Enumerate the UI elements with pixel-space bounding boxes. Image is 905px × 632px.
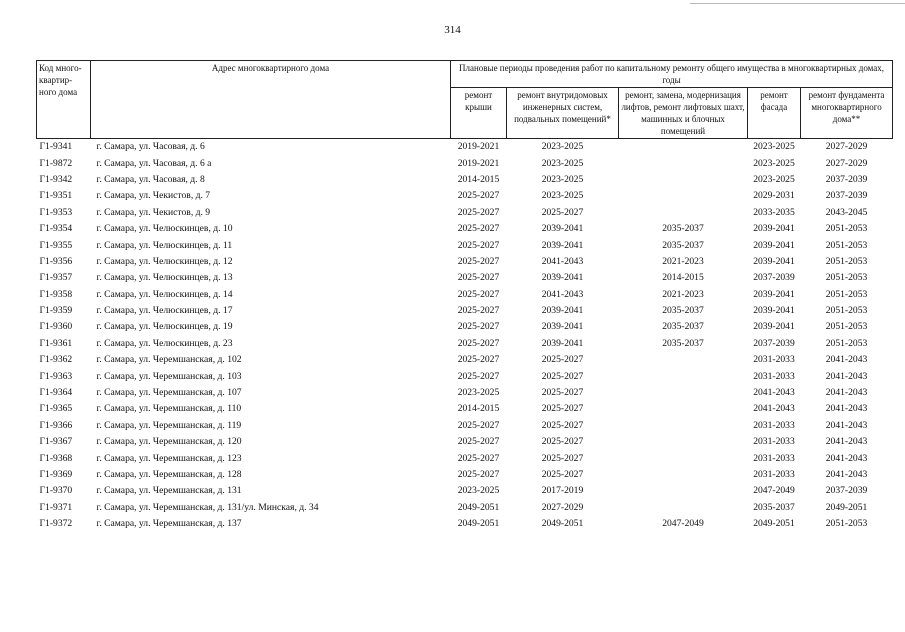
row-code: Г1-9357 — [39, 272, 73, 284]
row-address: г. Самара, ул. Часовая, д. 6 — [96, 141, 205, 153]
row-facade: 2023-2025 — [753, 141, 795, 153]
row-address: г. Самара, ул. Черемшанская, д. 128 — [96, 469, 242, 480]
row-roof: 2025-2027 — [457, 239, 500, 251]
table-row — [37, 303, 893, 319]
row-facade: 2037-2039 — [753, 272, 795, 284]
row-systems: 2041-2043 — [541, 288, 584, 300]
row-systems: 2023-2025 — [541, 157, 584, 169]
row-facade: 2035-2037 — [753, 501, 795, 513]
row-elevators: 2035-2037 — [662, 223, 704, 235]
row-address: г. Самара, ул. Черемшанская, д. 120 — [96, 436, 242, 448]
row-address: г. Самара, ул. Часовая, д. 6 а — [96, 157, 212, 169]
table-row — [37, 336, 893, 352]
row-facade: 2039-2041 — [753, 288, 795, 300]
row-systems: 2025-2027 — [541, 419, 584, 431]
row-systems: 2025-2027 — [541, 387, 584, 399]
row-elevators — [619, 467, 748, 483]
row-foundation: 2041-2043 — [825, 354, 868, 366]
row-code: Г1-9341 — [39, 141, 73, 153]
row-systems: 2023-2025 — [541, 190, 584, 202]
row-elevators — [619, 385, 748, 401]
row-elevators: 2035-2037 — [662, 305, 704, 317]
row-elevators — [619, 450, 748, 466]
table-row — [37, 418, 893, 434]
table-row — [37, 483, 893, 499]
row-elevators — [619, 172, 748, 188]
row-address: г. Самара, ул. Чекистов, д. 9 — [96, 206, 211, 218]
row-facade: 2047-2049 — [753, 485, 795, 497]
row-elevators: 2035-2037 — [662, 337, 704, 349]
row-facade: 2023-2025 — [753, 173, 795, 185]
table-row — [37, 467, 893, 483]
row-address: г. Самара, ул. Черемшанская, д. 107 — [96, 387, 242, 399]
row-systems: 2023-2025 — [541, 141, 584, 153]
row-address: г. Самара, ул. Челюскинцев, д. 23 — [96, 337, 233, 349]
row-facade: 2041-2043 — [753, 387, 795, 399]
row-foundation: 2051-2053 — [825, 239, 868, 251]
table-row — [37, 172, 893, 188]
row-address: г. Самара, ул. Челюскинцев, д. 14 — [96, 288, 233, 300]
table-row — [37, 205, 893, 221]
row-foundation: 2041-2043 — [825, 419, 868, 431]
row-facade: 2041-2043 — [753, 403, 795, 415]
row-elevators — [619, 155, 748, 171]
row-code: Г1-9365 — [39, 403, 73, 415]
row-roof: 2049-2051 — [457, 501, 500, 513]
row-facade: 2033-2035 — [753, 206, 795, 218]
row-address: г. Самара, ул. Черемшанская, д. 137 — [96, 518, 242, 530]
row-code: Г1-9355 — [39, 239, 73, 251]
row-foundation: 2049-2051 — [825, 501, 868, 513]
header-foundation: ремонт фундамента многоквартирного дома** — [801, 88, 893, 139]
row-code: Г1-9359 — [39, 305, 73, 317]
row-address: г. Самара, ул. Черемшанская, д. 131 — [96, 485, 242, 497]
row-facade: 2029-2031 — [753, 190, 795, 202]
repair-schedule-table — [36, 60, 893, 532]
row-code: Г1-9360 — [39, 321, 73, 333]
row-facade: 2031-2033 — [753, 436, 795, 448]
table-row — [37, 385, 893, 401]
row-address: г. Самара, ул. Часовая, д. 8 — [96, 173, 205, 185]
row-systems: 2039-2041 — [541, 337, 584, 349]
row-address: г. Самара, ул. Черемшанская, д. 102 — [96, 354, 242, 366]
row-foundation: 2041-2043 — [825, 403, 868, 415]
row-facade: 2039-2041 — [753, 305, 795, 317]
row-roof: 2025-2027 — [457, 321, 500, 333]
row-foundation: 2041-2043 — [825, 452, 868, 464]
row-systems: 2025-2027 — [541, 403, 584, 415]
table-body — [37, 139, 893, 533]
header-roof: ремонт крыши — [451, 88, 507, 139]
row-roof: 2025-2027 — [457, 452, 500, 464]
row-code: Г1-9366 — [39, 419, 73, 431]
table-row — [37, 516, 893, 532]
row-facade: 2031-2033 — [753, 469, 795, 480]
row-code: Г1-9354 — [39, 223, 73, 235]
row-foundation: 2051-2053 — [825, 272, 868, 284]
row-elevators: 2021-2023 — [662, 255, 704, 267]
row-facade: 2023-2025 — [753, 157, 795, 169]
row-elevators — [619, 483, 748, 499]
row-systems: 2025-2027 — [541, 469, 584, 480]
row-roof: 2025-2027 — [457, 272, 500, 284]
row-roof: 2025-2027 — [457, 255, 500, 267]
row-roof: 2025-2027 — [457, 354, 500, 366]
row-code: Г1-9367 — [39, 436, 73, 448]
table-row — [37, 319, 893, 335]
table-row — [37, 368, 893, 384]
row-elevators — [619, 139, 748, 156]
header-address: Адрес многоквартирного дома — [91, 61, 451, 139]
row-roof: 2025-2027 — [457, 190, 500, 202]
table-row — [37, 434, 893, 450]
row-foundation: 2051-2053 — [825, 337, 868, 349]
row-roof: 2014-2015 — [457, 403, 500, 415]
row-foundation: 2051-2053 — [825, 223, 868, 235]
row-code: Г1-9361 — [39, 337, 73, 349]
row-address: г. Самара, ул. Челюскинцев, д. 11 — [96, 239, 233, 251]
row-roof: 2025-2027 — [457, 223, 500, 235]
row-systems: 2049-2051 — [541, 518, 584, 530]
row-address: г. Самара, ул. Челюскинцев, д. 19 — [96, 321, 233, 333]
row-elevators — [619, 205, 748, 221]
row-roof: 2025-2027 — [457, 419, 500, 431]
row-code: Г1-9370 — [39, 485, 73, 497]
row-foundation: 2041-2043 — [825, 469, 868, 480]
table-row — [37, 155, 893, 171]
header-periods: Плановые периоды проведения работ по капитальному ремонту общего имущества в многоквартирных домах, годы — [451, 61, 893, 88]
row-address: г. Самара, ул. Черемшанская, д. 131/ул. Минская, д. 34 — [96, 501, 319, 513]
table-row — [37, 500, 893, 516]
row-elevators: 2035-2037 — [662, 239, 704, 251]
header-code: Код много-квартир-ного дома — [37, 61, 91, 139]
row-elevators: 2021-2023 — [662, 288, 704, 300]
row-elevators — [619, 188, 748, 204]
row-foundation: 2027-2029 — [825, 141, 868, 153]
row-systems: 2025-2027 — [541, 436, 584, 448]
row-roof: 2025-2027 — [457, 206, 500, 218]
row-facade: 2031-2033 — [753, 452, 795, 464]
row-systems: 2039-2041 — [541, 223, 584, 235]
row-foundation: 2027-2029 — [825, 157, 868, 169]
row-code: Г1-9872 — [39, 157, 73, 169]
row-address: г. Самара, ул. Челюскинцев, д. 13 — [96, 272, 233, 284]
row-roof: 2019-2021 — [457, 141, 500, 153]
row-foundation: 2051-2053 — [825, 288, 868, 300]
header-elevators: ремонт, замена, модернизация лифтов, ремонт лифтовых шахт, машинных и блочных помещений — [619, 88, 748, 139]
row-roof: 2049-2051 — [457, 518, 500, 530]
row-foundation: 2051-2053 — [825, 305, 868, 317]
table-row — [37, 287, 893, 303]
row-facade: 2049-2051 — [753, 518, 795, 530]
row-address: г. Самара, ул. Челюскинцев, д. 12 — [96, 255, 233, 267]
row-address: г. Самара, ул. Черемшанская, д. 103 — [96, 370, 242, 382]
row-foundation: 2037-2039 — [825, 173, 868, 185]
row-elevators — [619, 500, 748, 516]
row-elevators: 2047-2049 — [662, 518, 704, 530]
row-systems: 2025-2027 — [541, 370, 584, 382]
row-foundation: 2051-2053 — [825, 321, 868, 333]
row-systems: 2025-2027 — [541, 206, 584, 218]
row-facade: 2031-2033 — [753, 419, 795, 431]
header-systems: ремонт внутридомовых инженерных систем, подвальных помещений* — [507, 88, 619, 139]
row-foundation: 2041-2043 — [825, 436, 868, 448]
row-facade: 2031-2033 — [753, 370, 795, 382]
table-row — [37, 188, 893, 204]
row-elevators — [619, 418, 748, 434]
row-facade: 2039-2041 — [753, 321, 795, 333]
row-code: Г1-9362 — [39, 354, 73, 366]
row-facade: 2039-2041 — [753, 223, 795, 235]
row-address: г. Самара, ул. Чекистов, д. 7 — [96, 190, 211, 202]
row-foundation: 2037-2039 — [825, 485, 868, 497]
row-systems: 2041-2043 — [541, 255, 584, 267]
row-foundation: 2051-2053 — [825, 255, 868, 267]
row-facade: 2039-2041 — [753, 255, 795, 267]
row-systems: 2039-2041 — [541, 239, 584, 251]
header-facade: ремонт фасада — [748, 88, 801, 139]
table-row — [37, 237, 893, 253]
row-systems: 2025-2027 — [541, 452, 584, 464]
row-systems: 2039-2041 — [541, 272, 584, 284]
row-systems: 2027-2029 — [541, 501, 584, 513]
row-address: г. Самара, ул. Челюскинцев, д. 10 — [96, 223, 233, 235]
table-row — [37, 221, 893, 237]
row-roof: 2019-2021 — [457, 157, 500, 169]
row-systems: 2039-2041 — [541, 305, 584, 317]
table-row — [37, 401, 893, 417]
row-code: Г1-9342 — [39, 173, 73, 185]
table-row — [37, 139, 893, 156]
table-row — [37, 352, 893, 368]
row-systems: 2023-2025 — [541, 173, 584, 185]
row-facade: 2031-2033 — [753, 354, 795, 366]
row-elevators — [619, 401, 748, 417]
row-elevators — [619, 368, 748, 384]
scan-edge-line — [690, 3, 905, 4]
row-code: Г1-9371 — [39, 501, 73, 513]
row-foundation: 2043-2045 — [825, 206, 868, 218]
row-code: Г1-9368 — [39, 452, 73, 464]
row-foundation: 2041-2043 — [825, 387, 868, 399]
table-row — [37, 450, 893, 466]
row-roof: 2023-2025 — [457, 387, 500, 399]
row-code: Г1-9363 — [39, 370, 73, 382]
row-code: Г1-9364 — [39, 387, 73, 399]
row-foundation: 2041-2043 — [825, 370, 868, 382]
row-foundation: 2051-2053 — [825, 518, 868, 530]
row-address: г. Самара, ул. Черемшанская, д. 110 — [96, 403, 242, 415]
row-elevators — [619, 434, 748, 450]
table-row — [37, 270, 893, 286]
row-code: Г1-9351 — [39, 190, 73, 202]
row-systems: 2025-2027 — [541, 354, 584, 366]
row-roof: 2025-2027 — [457, 370, 500, 382]
row-code: Г1-9358 — [39, 288, 73, 300]
row-elevators: 2014-2015 — [662, 272, 704, 284]
row-elevators — [619, 352, 748, 368]
row-roof: 2025-2027 — [457, 288, 500, 300]
row-roof: 2025-2027 — [457, 436, 500, 448]
row-code: Г1-9356 — [39, 255, 73, 267]
row-address: г. Самара, ул. Черемшанская, д. 123 — [96, 452, 242, 464]
row-facade: 2037-2039 — [753, 337, 795, 349]
row-facade: 2039-2041 — [753, 239, 795, 251]
row-address: г. Самара, ул. Черемшанская, д. 119 — [96, 419, 242, 431]
page-number: 314 — [444, 24, 461, 36]
row-code: Г1-9369 — [39, 469, 73, 480]
table-row — [37, 254, 893, 270]
row-roof: 2014-2015 — [457, 173, 500, 185]
row-address: г. Самара, ул. Челюскинцев, д. 17 — [96, 305, 233, 317]
row-foundation: 2037-2039 — [825, 190, 868, 202]
row-systems: 2017-2019 — [541, 485, 584, 497]
row-roof: 2025-2027 — [457, 469, 500, 480]
row-code: Г1-9353 — [39, 206, 73, 218]
row-code: Г1-9372 — [39, 518, 73, 530]
row-roof: 2023-2025 — [457, 485, 500, 497]
row-systems: 2039-2041 — [541, 321, 584, 333]
row-roof: 2025-2027 — [457, 305, 500, 317]
row-roof: 2025-2027 — [457, 337, 500, 349]
row-elevators: 2035-2037 — [662, 321, 704, 333]
